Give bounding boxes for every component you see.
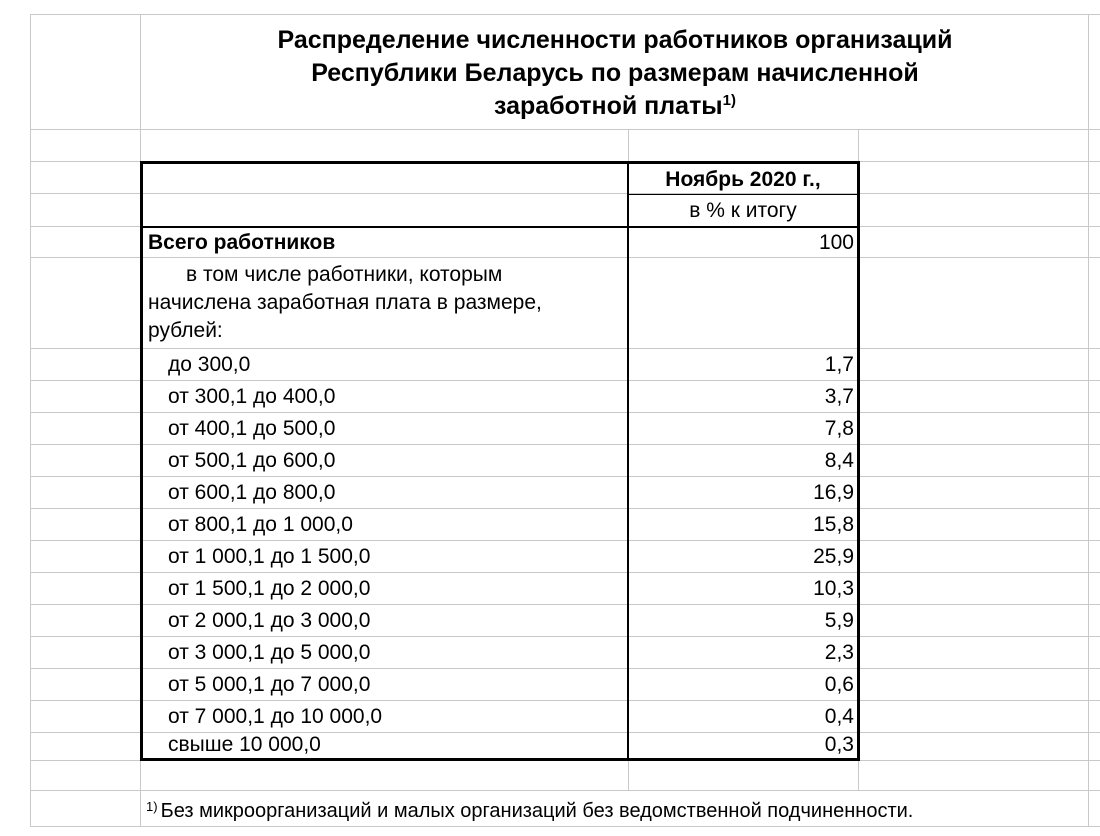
row-value: 1,7 bbox=[824, 353, 854, 376]
row-value: 2,3 bbox=[824, 641, 854, 664]
table-border-left bbox=[140, 161, 143, 761]
gridline bbox=[30, 129, 1100, 130]
title-line-3-text: заработной платы bbox=[493, 92, 723, 120]
table-border-right bbox=[857, 161, 860, 761]
gridline bbox=[1088, 14, 1089, 827]
subheader-line-3: рублей: bbox=[148, 319, 223, 342]
total-label: Всего работников bbox=[148, 231, 336, 254]
row-label: свыше 10 000,0 bbox=[168, 733, 321, 756]
row-value: 7,8 bbox=[824, 417, 854, 440]
row-label: от 3 000,1 до 5 000,0 bbox=[168, 641, 371, 664]
subheader bbox=[148, 261, 542, 345]
row-label: от 800,1 до 1 000,0 bbox=[168, 513, 353, 536]
footnote-mark: 1) bbox=[146, 799, 158, 814]
footnote-text: Без микроорганизаций и малых организаций без ведомственной подчиненности. bbox=[160, 800, 914, 822]
row-value: 8,4 bbox=[824, 449, 854, 472]
row-value: 0,3 bbox=[824, 733, 854, 756]
table-title bbox=[142, 24, 1088, 123]
gridline bbox=[628, 129, 629, 161]
gridline bbox=[628, 760, 629, 790]
gridline bbox=[30, 790, 1100, 791]
subheader-line-2: начислена заработная плата в размере, bbox=[148, 291, 542, 314]
footnote bbox=[146, 798, 913, 824]
gridline bbox=[30, 14, 31, 827]
gridline bbox=[858, 760, 859, 790]
gridline bbox=[30, 193, 1100, 194]
row-value: 25,9 bbox=[813, 545, 854, 568]
row-label: от 7 000,1 до 10 000,0 bbox=[168, 705, 383, 728]
column-header-period: Ноябрь 2020 г., bbox=[665, 168, 821, 191]
title-line-3 bbox=[142, 90, 1088, 123]
row-label: от 400,1 до 500,0 bbox=[168, 417, 336, 440]
title-footnote-mark: 1) bbox=[722, 92, 737, 109]
subheader-line-1: в том числе работники, которым bbox=[186, 263, 503, 286]
row-value: 5,9 bbox=[824, 609, 854, 632]
table-column-divider bbox=[627, 161, 629, 761]
title-line-1: Распределение численности работников организаций bbox=[277, 26, 953, 54]
row-label: от 2 000,1 до 3 000,0 bbox=[168, 609, 371, 632]
row-label: до 300,0 bbox=[168, 353, 251, 376]
gridline bbox=[858, 129, 859, 161]
row-label: от 300,1 до 400,0 bbox=[168, 385, 336, 408]
row-value: 10,3 bbox=[813, 577, 854, 600]
gridline bbox=[30, 14, 1100, 15]
gridline bbox=[30, 826, 1100, 827]
row-label: от 1 500,1 до 2 000,0 bbox=[168, 577, 371, 600]
row-value: 0,4 bbox=[824, 705, 854, 728]
row-value: 3,7 bbox=[824, 385, 854, 408]
row-value: 15,8 bbox=[813, 513, 854, 536]
row-label: от 1 000,1 до 1 500,0 bbox=[168, 545, 371, 568]
row-label: от 600,1 до 800,0 bbox=[168, 481, 336, 504]
title-line-2: Республики Беларусь по размерам начисленной bbox=[311, 59, 919, 87]
row-value: 16,9 bbox=[813, 481, 854, 504]
total-value: 100 bbox=[818, 231, 854, 254]
column-header-unit: в % к итогу bbox=[689, 199, 797, 222]
row-label: от 500,1 до 600,0 bbox=[168, 449, 336, 472]
row-label: от 5 000,1 до 7 000,0 bbox=[168, 673, 371, 696]
row-value: 0,6 bbox=[824, 673, 854, 696]
